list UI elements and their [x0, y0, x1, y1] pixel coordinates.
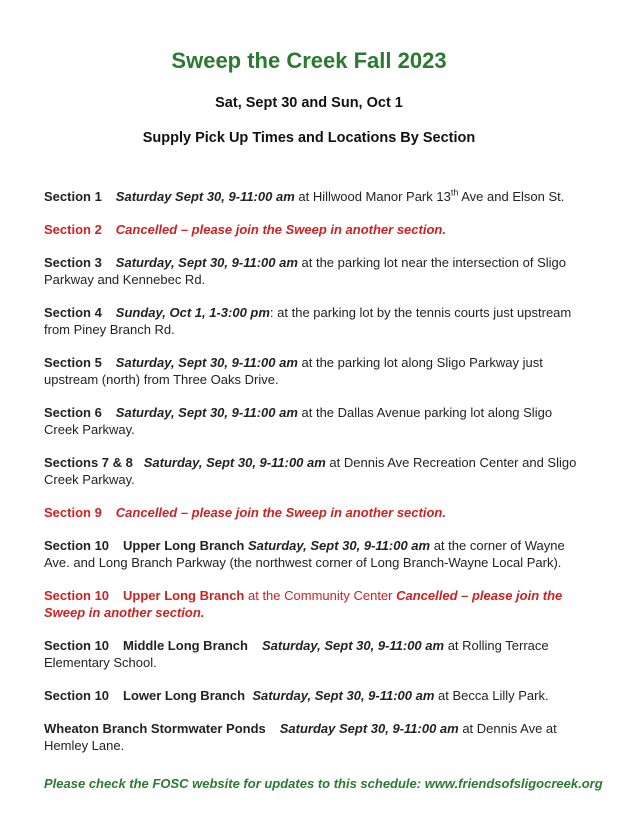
entry-location: at Hillwood Manor Park 13: [294, 189, 451, 204]
entry-subarea: Upper Long Branch: [123, 588, 245, 603]
entry-sections-7-8: [44, 454, 584, 488]
schedule-heading: Supply Pick Up Times and Locations By Section: [142, 130, 476, 146]
entry-section-10-upper-community: [44, 587, 584, 621]
entry-head: Sections 7 & 8: [44, 455, 133, 470]
entry-section-2: [44, 221, 584, 238]
entry-time: Saturday, Sept 30, 9-11:00 am: [143, 455, 326, 470]
entry-location: at Dennis Ave at Hemley Lane.: [44, 721, 557, 753]
entry-location: at the corner of Wayne Ave. and Long Branch Parkway (the northwest corner of Long Branch-Wayne Local Park).: [44, 538, 565, 570]
entry-section-9: [44, 504, 584, 521]
entry-time: Sunday, Oct 1, 1-3:00 pm: [115, 305, 270, 320]
entry-location: at the parking lot along Sligo Parkway just upstream (north) from Three Oaks Drive.: [44, 355, 543, 387]
entry-subarea: Middle Long Branch: [123, 638, 248, 653]
entry-head: Section 1: [44, 189, 102, 204]
entry-time: Saturday Sept 30, 9-11:00 am: [115, 189, 295, 204]
entry-section-10-upper: [44, 537, 584, 571]
entry-location: at Rolling Terrace Elementary School.: [44, 638, 549, 670]
entry-section-10-lower: [44, 687, 584, 704]
entry-superscript: th: [450, 187, 459, 198]
section-list: [44, 188, 584, 770]
entry-subarea: Upper Long Branch: [123, 538, 245, 553]
entry-head: Section 10: [44, 538, 110, 553]
entry-head: Section 4: [44, 305, 102, 320]
entry-head: Section 5: [44, 355, 102, 370]
entry-head: Section 2: [44, 222, 102, 237]
entry-head: Section 6: [44, 405, 102, 420]
entry-head: Section 10: [44, 638, 110, 653]
entry-location: at the Dallas Avenue parking lot along Sligo Creek Parkway.: [44, 405, 553, 437]
event-dates: Sat, Sept 30 and Sun, Oct 1: [215, 95, 403, 111]
entry-head: Section 10: [44, 688, 110, 703]
entry-section-10-middle: [44, 637, 584, 671]
entry-wheaton-branch: [44, 720, 584, 754]
entry-section-4: [44, 304, 584, 338]
entry-location-cont: Ave and Elson St.: [458, 189, 565, 204]
entry-head: Section 9: [44, 505, 102, 520]
entry-section-5: [44, 354, 584, 388]
entry-location: at the Community Center: [244, 588, 397, 603]
entry-location: at Becca Lilly Park.: [434, 688, 549, 703]
entry-head: Section 3: [44, 255, 102, 270]
entry-time: Saturday Sept 30, 9-11:00 am: [279, 721, 459, 736]
entry-location: : at the parking lot by the tennis courts just upstream from Piney Branch Rd.: [44, 305, 572, 337]
entry-subarea: Lower Long Branch: [123, 688, 246, 703]
entry-location: at Dennis Ave Recreation Center and Sligo Creek Parkway.: [44, 455, 577, 487]
entry-time: Saturday, Sept 30, 9-11:00 am: [115, 255, 298, 270]
entry-head: Section 10: [44, 588, 110, 603]
entry-cancelled: Cancelled – please join the Sweep in another section.: [115, 505, 446, 520]
entry-section-6: [44, 404, 584, 438]
entry-location: at the parking lot near the intersection of Sligo Parkway and Kennebec Rd.: [44, 255, 566, 287]
entry-cancelled: Cancelled – please join the Sweep in another section.: [115, 222, 446, 237]
footer-note: Please check the FOSC website for updates to this schedule: www.friendsofsligocreek.org: [44, 776, 603, 791]
page-title: Sweep the Creek Fall 2023: [171, 48, 447, 73]
entry-head: Wheaton Branch Stormwater Ponds: [44, 721, 266, 736]
entry-time: Saturday, Sept 30, 9-11:00 am: [115, 355, 298, 370]
entry-section-1: [44, 188, 584, 205]
entry-cancelled: Cancelled – please join the Sweep in another section.: [44, 588, 563, 620]
entry-time: Saturday, Sept 30, 9-11:00 am: [252, 688, 435, 703]
entry-time: Saturday, Sept 30, 9-11:00 am: [261, 638, 445, 653]
entry-time: Saturday, Sept 30, 9-11:00 am: [115, 405, 298, 420]
entry-section-3: [44, 254, 584, 288]
entry-time: Saturday, Sept 30, 9-11:00 am: [248, 538, 431, 553]
